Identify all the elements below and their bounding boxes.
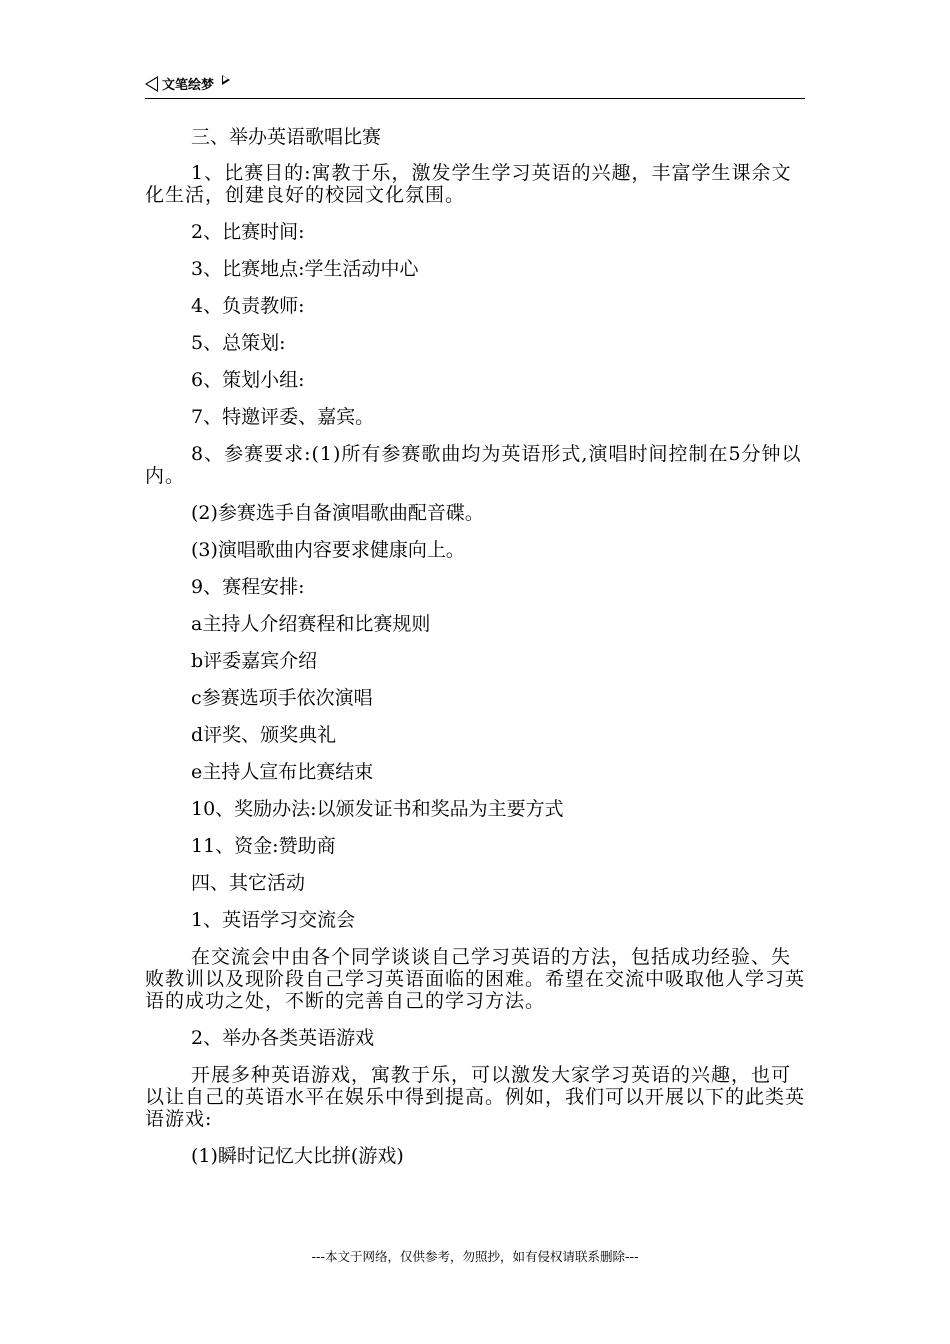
paragraph: 5、总策划: [191, 332, 286, 354]
paragraph: (2)参赛选手自备演唱歌曲配音碟。 [191, 502, 484, 524]
right-triangle-icon [222, 75, 230, 85]
paragraph: 1、英语学习交流会 [191, 909, 356, 931]
left-triangle-icon [145, 76, 158, 92]
paragraph: 6、策划小组: [191, 369, 305, 391]
paragraph: 8、参赛要求:(1)所有参赛歌曲均为英语形式,演唱时间控制在5分钟以内。 [145, 443, 802, 487]
list-item: b评委嘉宾介绍 [191, 650, 318, 672]
paragraph: 开展多种英语游戏，寓教于乐，可以激发大家学习英语的兴趣，也可以让自己的英语水平在娱乐中得到提高。例如，我们可以开展以下的此类英语游戏: [145, 1064, 806, 1130]
paragraph: 2、举办各类英语游戏 [191, 1027, 375, 1049]
page-header [145, 70, 805, 99]
header-brand: 文笔绘梦 [162, 78, 215, 93]
list-item: d评奖、颁奖典礼 [191, 724, 337, 746]
paragraph: 在交流会中由各个同学谈谈自己学习英语的方法，包括成功经验、失败教训以及现阶段自己学习英语面临的困难。希望在交流中吸取他人学习英语的成功之处，不断的完善自己的学习方法。 [145, 946, 806, 1012]
page-footer: ---本文于网络，仅供参考，勿照抄，如有侵权请联系删除--- [311, 1249, 639, 1264]
list-item: a主持人介绍赛程和比赛规则 [191, 613, 431, 635]
paragraph: (1)瞬时记忆大比拼(游戏) [191, 1145, 404, 1167]
paragraph: 2、比赛时间: [191, 221, 305, 243]
paragraph: 3、比赛地点:学生活动中心 [191, 258, 419, 280]
paragraph: (3)演唱歌曲内容要求健康向上。 [191, 539, 465, 561]
document-body [145, 110, 807, 1167]
list-item: c参赛选项手依次演唱 [191, 687, 373, 709]
paragraph: 4、负责教师: [191, 295, 305, 317]
paragraph: 1、比赛目的:寓教于乐，激发学生学习英语的兴趣，丰富学生课余文化生活，创建良好的校园文化氛围。 [145, 162, 792, 206]
section-heading: 三、举办英语歌唱比赛 [191, 126, 382, 148]
paragraph: 11、资金:赞助商 [191, 835, 336, 857]
paragraph: 10、奖励办法:以颁发证书和奖品为主要方式 [191, 798, 564, 820]
header-brand-group [145, 74, 230, 93]
section-heading: 四、其它活动 [191, 872, 306, 894]
paragraph: 9、赛程安排: [191, 576, 305, 598]
list-item: e主持人宣布比赛结束 [191, 761, 374, 783]
paragraph: 7、特邀评委、嘉宾。 [191, 406, 375, 428]
